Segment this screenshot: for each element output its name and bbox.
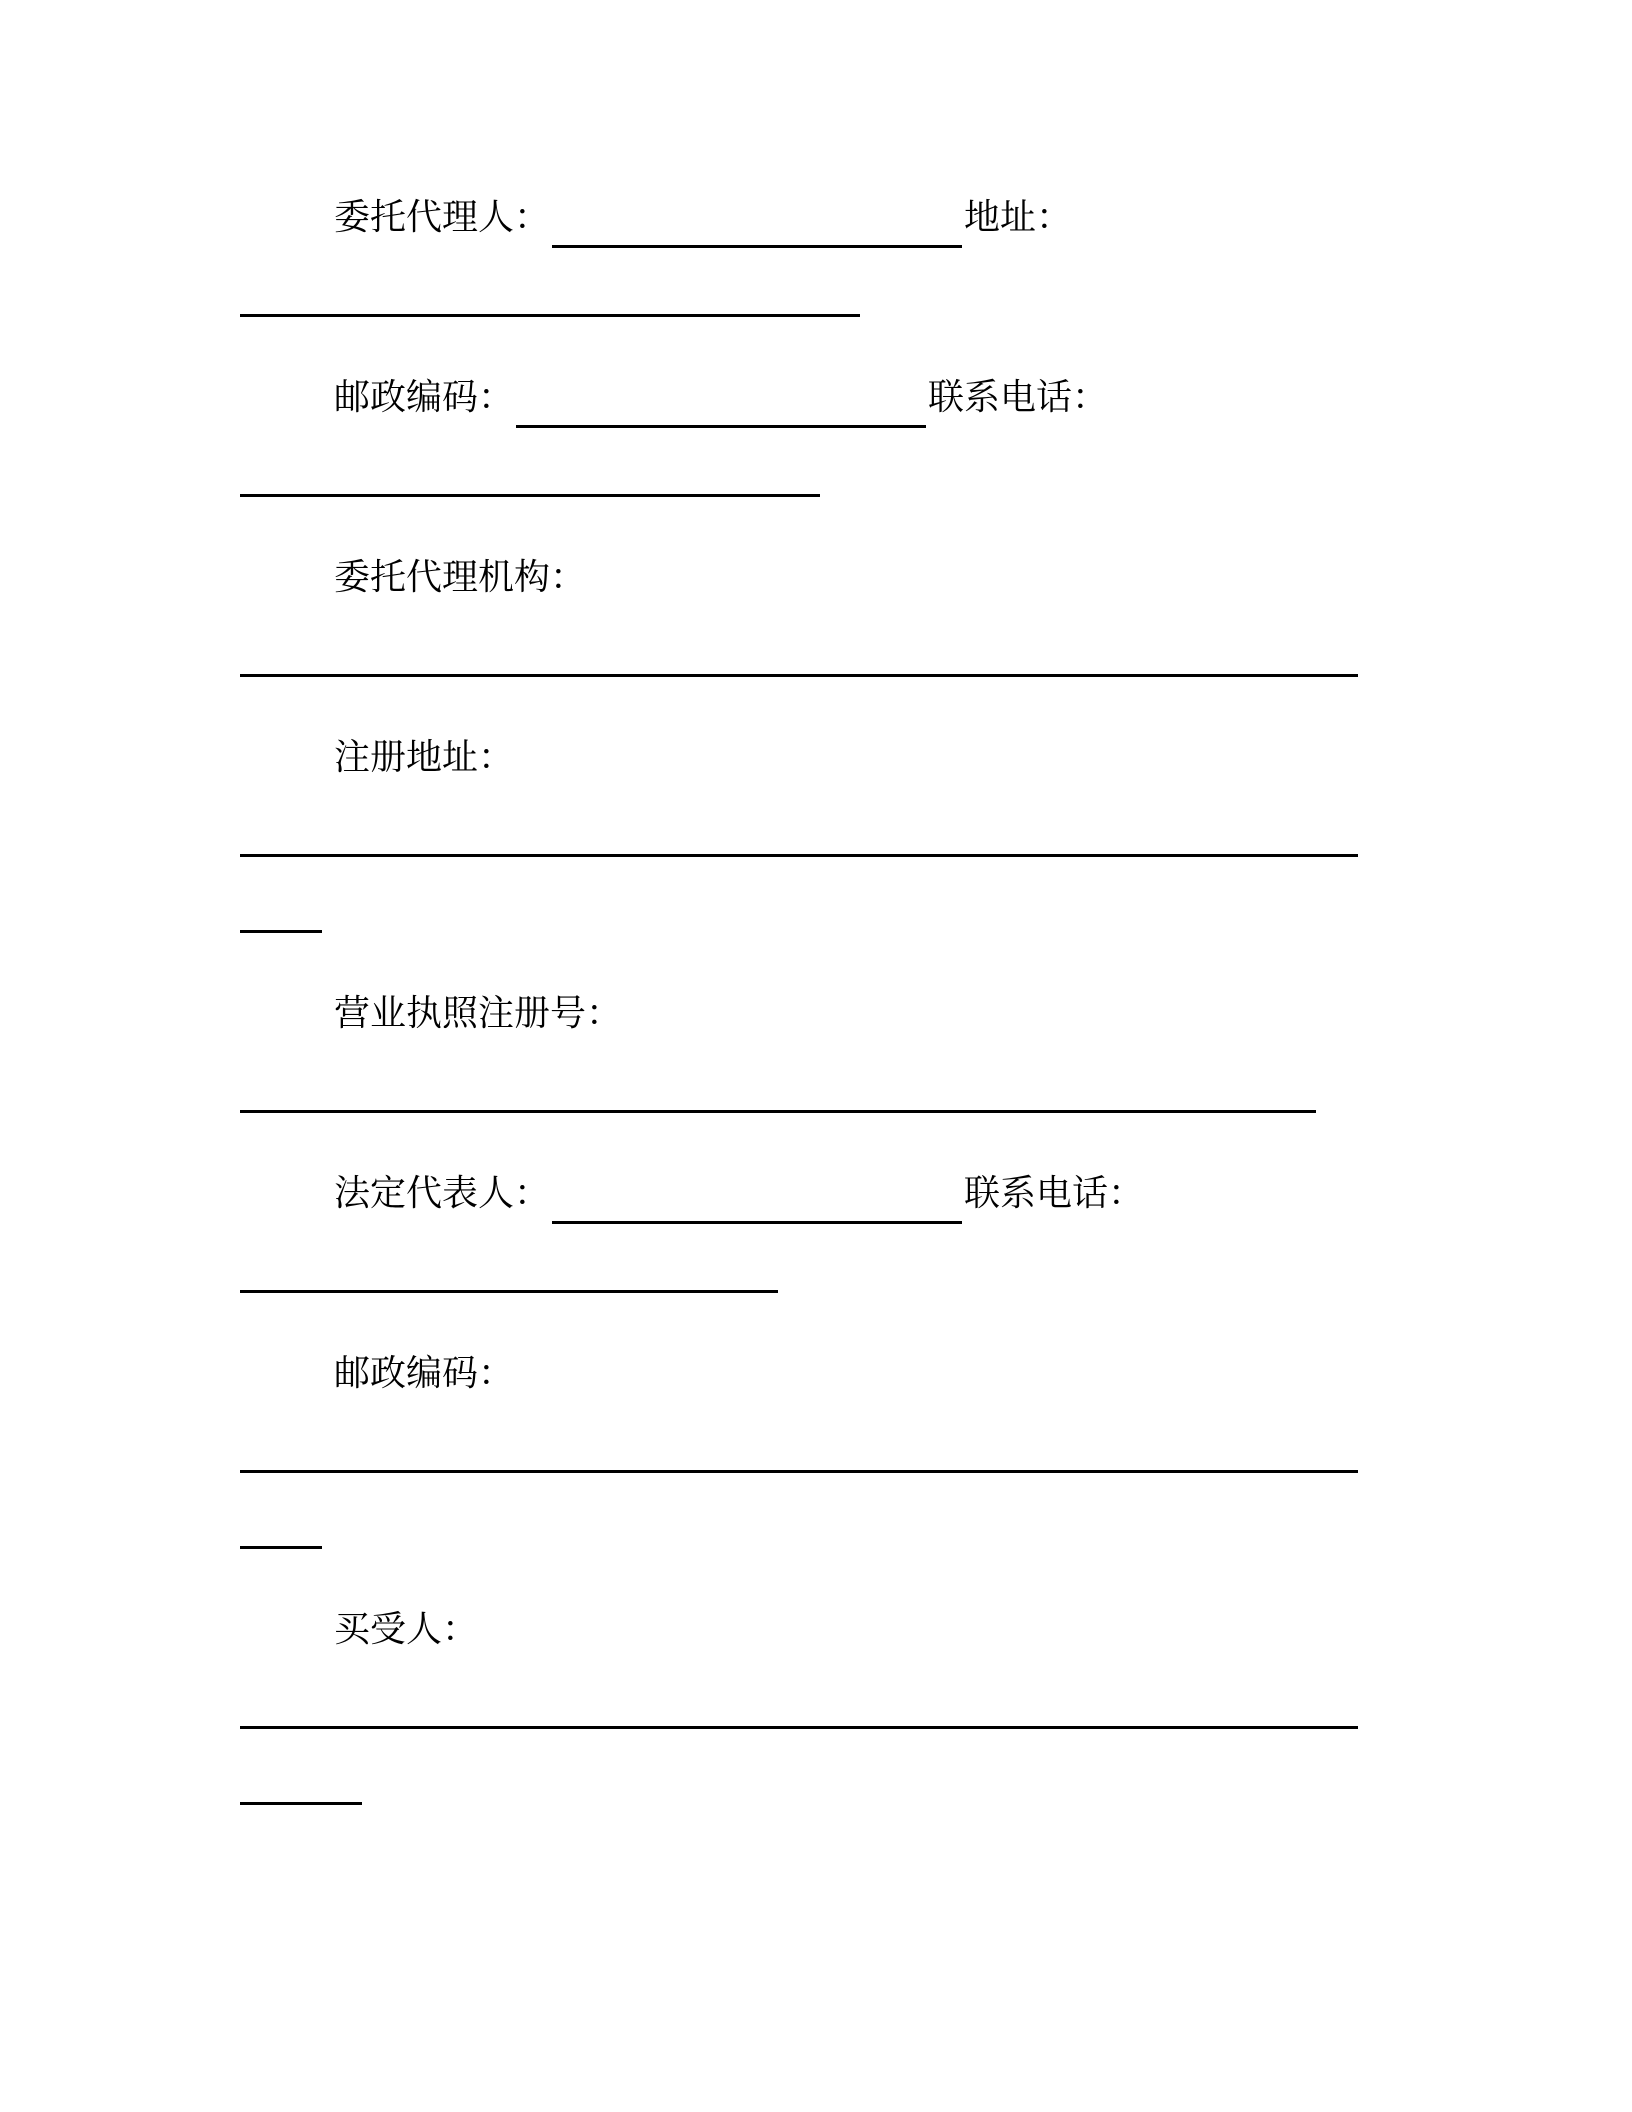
buyer-blank-continued[interactable] [240,1802,362,1805]
agent-postcode-blank[interactable] [516,368,926,428]
agency-row [334,548,586,608]
postcode-blank-continued[interactable] [240,1546,322,1549]
buyer-blank[interactable] [240,1726,1358,1729]
agent-postcode-row [334,368,1108,428]
agent-phone-blank[interactable] [240,494,820,497]
registered-address-row [334,728,514,788]
registered-address-label: 注册地址： [334,737,515,778]
agent-postcode-label: 邮政编码： [334,377,515,418]
business-license-blank[interactable] [240,1110,1316,1113]
postcode-label: 邮政编码： [334,1353,515,1394]
business-license-row [334,984,622,1044]
postcode-blank[interactable] [240,1470,1358,1473]
buyer-label: 买受人： [334,1609,479,1650]
registered-address-blank[interactable] [240,854,1358,857]
agent-blank[interactable] [552,188,962,248]
agency-blank[interactable] [240,674,1358,677]
legal-rep-blank[interactable] [552,1164,962,1224]
legal-rep-phone-label: 联系电话： [964,1173,1145,1214]
registered-address-blank-continued[interactable] [240,930,322,933]
agent-row [334,188,1072,248]
legal-rep-label: 法定代表人： [334,1173,551,1214]
buyer-row [334,1600,478,1660]
agent-address-blank[interactable] [240,314,860,317]
agent-label: 委托代理人： [334,197,551,238]
agent-address-label: 地址： [964,197,1073,238]
legal-rep-phone-blank[interactable] [240,1290,778,1293]
agency-label: 委托代理机构： [334,557,587,598]
legal-rep-row [334,1164,1144,1224]
agent-phone-label: 联系电话： [928,377,1109,418]
business-license-label: 营业执照注册号： [334,993,623,1034]
postcode-row [334,1344,514,1404]
